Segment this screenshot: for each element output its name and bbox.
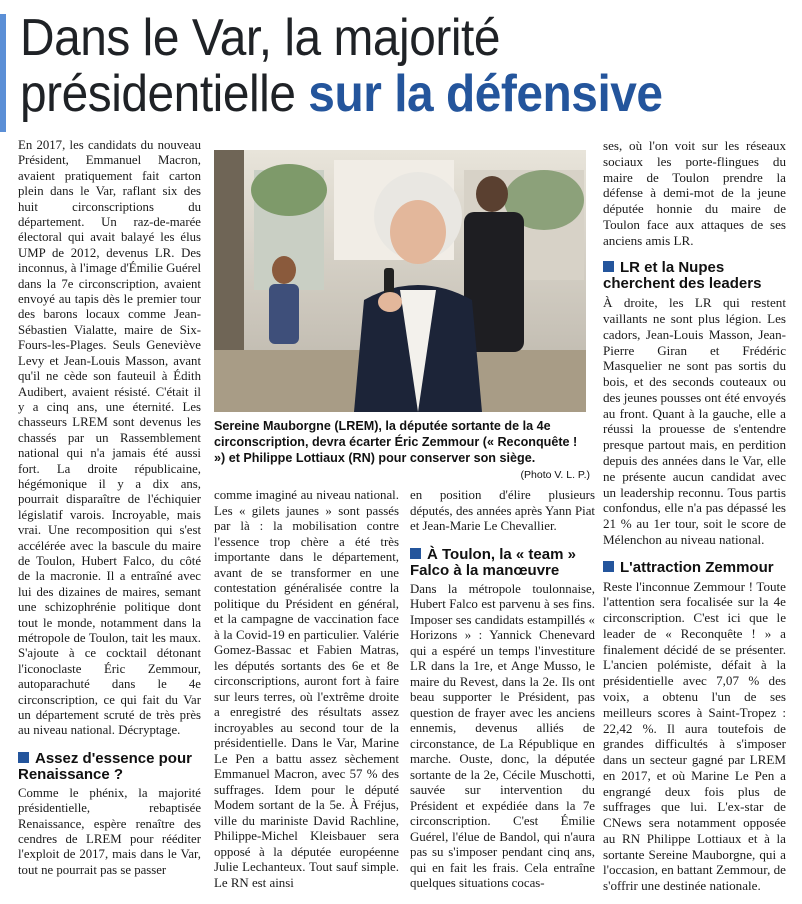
subhead-zemmour — [603, 560, 786, 576]
article-column-1 — [18, 138, 201, 878]
col4-paragraph-1: ses, où l'on voit sur les réseaux sociaux les porte-flingues du maire de Toulon prendre la défense à demi-mot de la jeune députée honnie du maire de Toulon face aux attaques de ses anciens amis LR. — [603, 138, 786, 248]
square-bullet-icon — [18, 752, 29, 763]
square-bullet-icon — [603, 261, 614, 272]
subhead-lr-nupes-text: LR et la Nupes cherchent des leaders — [603, 259, 762, 293]
col4-paragraph-2: À droite, les LR qui restent vaillants ne sont plus légion. Les cadors, Jean-Louis Masson, Jean-Pierre Giran et Frédéric Masquelier ne sont pas sortis du bois, et des seconds couteaux ou des jeunes pousses ont été envoyés au front. Quant à la gauche, elle a réussi la prouesse de s'entendre presque partout mais, en perdition depuis des années dans le Var, elle ne présente aucun candidat avec un leadership reconnu. Tous partis confondus, elle n'a pas dépassé les 21 % au 1er tour, soit le score de Mélenchon au niveau national. — [603, 295, 786, 547]
subhead-renaissance-text: Assez d'essence pour Renaissance ? — [18, 749, 192, 783]
photo-illustration — [214, 150, 586, 412]
subhead-lr-nupes — [603, 260, 786, 292]
photo-caption — [214, 418, 590, 483]
headline-line2-plain: présidentielle — [20, 65, 309, 123]
article-column-2 — [214, 488, 399, 891]
article-photo — [214, 150, 586, 412]
subhead-toulon-text: À Toulon, la « team » Falco à la manœuvre — [410, 545, 576, 579]
subhead-renaissance — [18, 751, 201, 783]
article-column-3 — [410, 488, 595, 892]
col1-paragraph-1: En 2017, les candidats du nouveau Président, Emmanuel Macron, avaient pratiquement fait carton plein dans le Var, raflant six des huit circonscriptions du département. Un raz-de-marée électoral qui avait balayé les élus UMP de 2012, devenus LR. Des inconnus, à l'image d'Émilie Guérel dans la 7e circonscription, avaient envoyé au tapis dès le premier tour des barons locaux comme Jean-Sébastien Vialatte, maire de Six-Fours-les-Plages. Seuls Geneviève Levy et Jean-Louis Masson, avant qu'il ne cède son fauteuil à Édith Audibert, avaient résisté. C'était il y a cinq ans, une éternité. Les chasseurs LREM sont devenus les chassés par un Rassemblement national qui n'a jamais été aussi fort. La droite républicaine, hégémonique il y a dix ans, pourrait disparaître de l'échiquier législatif varois. Incroyable, mais vrai. Une recomposition qui s'est accélérée avec la bascule du maire de Toulon, Hubert Falco, du côté de la macronie. Il a entraîné avec lui des dizaines de maires, semant une schizophrénie politique dont tout le monde, notamment dans la métropole de Toulon, tait les maux. S'ajoute à ce cocktail détonant l'iconoclaste Éric Zemmour, autoparachuté dans le 4e circonscription, ce qui fait du Var un département scruté de très près au niveau national. Décryptage. — [18, 138, 201, 738]
col4-paragraph-3: Reste l'inconnue Zemmour ! Toute l'attention sera focalisée sur la 4e circonscription. C'est ici que le leader de « Reconquête ! » a finalement décidé de se présenter. L'ancien polémiste, défait à la présidentielle avec 7,07 % des voix, a obtenu l'un de ses meilleurs scores à Saint-Tropez : 22,42 %. Il aura toutefois de grandes difficultés à s'imposer dans un secteur gagné par LREM en 2017, et où Marine Le Pen a engrangé deux fois plus de suffrages que lui. L'ex-star de CNews sera notamment opposée au RN Philippe Lottiaux et à la sortante Sereine Mauborgne, qui a l'occasion, en battant Zemmour, de s'offrir une destinée nationale. — [603, 578, 786, 894]
headline-accent-bar — [0, 14, 6, 132]
subhead-zemmour-text: L'attraction Zemmour — [620, 558, 774, 576]
headline-line2-accent: sur la défensive — [308, 65, 663, 123]
subhead-toulon — [410, 547, 595, 579]
article-column-4 — [603, 138, 786, 894]
col3-paragraph-1: en position d'élire plusieurs députés, des années après Yann Piat et Jean-Marie Le Chevallier. — [410, 488, 595, 534]
col2-paragraph-1: comme imaginé au niveau national. Les « gilets jaunes » sont passés par là : la mobilisation contre l'essence trop chère a été très importante dans le département, avant de se transformer en une contestation généralisée contre la politique du Président en général, et la campagne de vaccination face à la Covid-19 en particulier. Valérie Gomez-Bassac et Fabien Matras, les députés sortants des 6e et 8e circonscriptions, auront fort à faire sur leurs terres, où l'extrême droite a enregistré des résultats assez incroyables au second tour de la présidentielle. Dans le Var, Marine Le Pen a battu assez sèchement Emmanuel Macron, avec 57 % des suffrages. Idem pour le député Modem sortant de la 5e. À Fréjus, ville du mariniste David Rachline, Philippe-Michel Kleisbauer sera opposé à la députée européenne Julie Lechanteux. Tout sauf simple. Le RN est ainsi — [214, 488, 399, 890]
headline-line1: Dans le Var, la majorité — [20, 9, 500, 67]
square-bullet-icon — [410, 548, 421, 559]
col1-paragraph-2: Comme le phénix, la majorité présidentielle, rebaptisée Renaissance, espère renaître des cendres de LREM pour rééditer l'exploit de 2017, mais dans le Var, tout ne pourrait pas se passer — [18, 785, 201, 877]
headline — [20, 10, 728, 122]
col3-paragraph-2: Dans la métropole toulonnaise, Hubert Falco est parvenu à ses fins. Imposer ses candidats estampillés « Horizons » : Yannick Chenevard qui a espéré un temps l'investiture LR dans la 1re, et Ange Musso, le maire du Revest, dans la 2e. Ils ont beau supporter le Président, pas question de frayer avec les anciens ennemis, devenus alliés de circonstance, de La République en marche. Ouste, donc, la députée sortante de la 2e, Cécile Muschotti, sauvée sur intervention du Président et expédiée dans la 7e circonscription. C'est Émilie Guérel, l'élue de Bandol, qui n'aura pas su s'imposer pendant cinq ans, qui en fait les frais. Cela entraîne quelques situations cocas- — [410, 581, 595, 891]
caption-text: Sereine Mauborgne (LREM), la députée sortante de la 4e circonscription, devra écarter Éric Zemmour (« Reconquête ! ») et Philippe Lottiaux (RN) pour conserver son siège. — [214, 419, 578, 465]
photo-credit: (Photo V. L. P.) — [520, 469, 590, 481]
square-bullet-icon — [603, 561, 614, 572]
